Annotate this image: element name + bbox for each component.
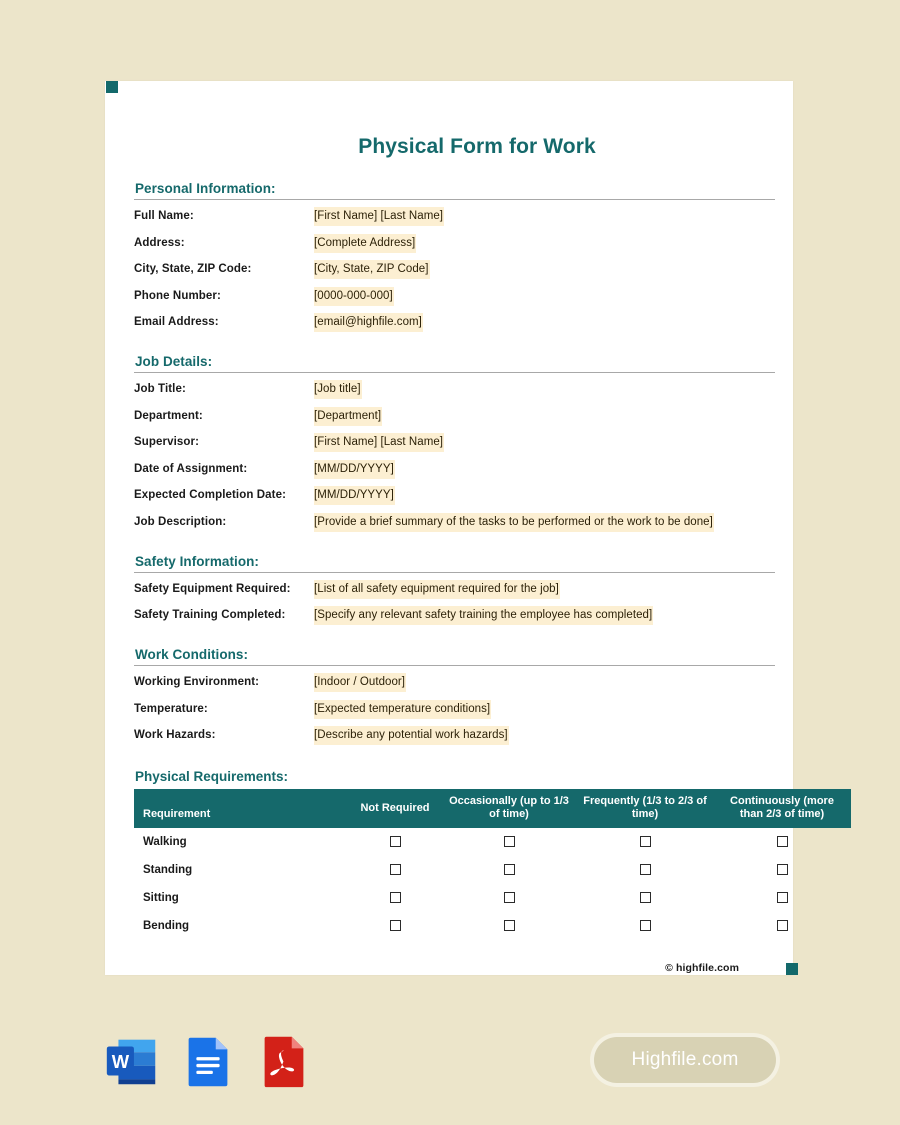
field-value[interactable]: [Specify any relevant safety training the employee has completed] xyxy=(314,606,653,625)
table-row xyxy=(134,856,851,884)
footer-copyright: © highfile.com xyxy=(665,962,739,974)
field-row xyxy=(134,460,775,479)
checkbox-cell-continuously[interactable] xyxy=(713,828,851,856)
table-row xyxy=(134,912,851,940)
table-row xyxy=(134,884,851,912)
svg-text:W: W xyxy=(111,1050,130,1072)
download-format-list xyxy=(101,1030,315,1092)
field-value[interactable]: [Job title] xyxy=(314,380,362,399)
checkbox-icon[interactable] xyxy=(504,920,515,931)
field-label: Temperature: xyxy=(134,702,208,715)
field-label: Full Name: xyxy=(134,210,194,222)
column-header-continuously: Continuously (more than 2/3 of time) xyxy=(713,789,851,828)
requirement-name: Sitting xyxy=(143,892,179,904)
checkbox-cell-frequently[interactable] xyxy=(577,856,713,884)
field-label: Date of Assignment: xyxy=(134,462,248,475)
checkbox-icon[interactable] xyxy=(504,836,515,847)
field-value[interactable]: [Complete Address] xyxy=(314,234,416,253)
checkbox-cell-occasionally[interactable] xyxy=(441,884,577,912)
field-label: Safety Training Completed: xyxy=(134,609,286,621)
field-row xyxy=(134,606,775,625)
corner-accent-bottom-right xyxy=(786,963,798,975)
section-work-conditions xyxy=(134,647,775,745)
field-label: Supervisor: xyxy=(134,436,200,448)
field-row xyxy=(134,673,775,692)
field-row xyxy=(134,407,775,426)
field-row xyxy=(134,433,775,452)
field-row xyxy=(134,260,775,279)
pdf-icon[interactable] xyxy=(253,1030,315,1092)
checkbox-cell-continuously[interactable] xyxy=(713,884,851,912)
field-value[interactable]: [Indoor / Outdoor] xyxy=(314,673,406,692)
word-doc-icon[interactable] xyxy=(101,1030,163,1092)
corner-accent-top-left xyxy=(106,81,118,93)
document-body xyxy=(134,81,834,974)
field-label: Work Hazards: xyxy=(134,729,216,741)
field-value[interactable]: [List of all safety equipment required for the job] xyxy=(314,580,560,599)
checkbox-cell-not-required[interactable] xyxy=(349,884,441,912)
field-label: City, State, ZIP Code: xyxy=(134,263,252,275)
field-value[interactable]: [Provide a brief summary of the tasks to be performed or the work to be done] xyxy=(314,513,714,532)
field-value[interactable]: [First Name] [Last Name] xyxy=(314,433,444,452)
section-physical-requirements xyxy=(134,769,834,940)
checkbox-icon[interactable] xyxy=(640,836,651,847)
requirement-name: Bending xyxy=(143,920,189,932)
checkbox-cell-not-required[interactable] xyxy=(349,856,441,884)
field-row xyxy=(134,726,775,745)
checkbox-cell-frequently[interactable] xyxy=(577,912,713,940)
field-row xyxy=(134,580,775,599)
page-title: Physical Form for Work xyxy=(358,135,596,158)
section-divider xyxy=(134,665,775,666)
section-personal-information xyxy=(134,181,775,332)
highfile-brand-button[interactable] xyxy=(594,1037,776,1083)
field-row xyxy=(134,486,775,505)
checkbox-icon[interactable] xyxy=(640,920,651,931)
section-heading: Job Details: xyxy=(135,354,213,369)
brand-label: Highfile.com xyxy=(631,1049,739,1070)
column-header-occasionally: Occasionally (up to 1/3 of time) xyxy=(441,789,577,828)
checkbox-icon[interactable] xyxy=(390,836,401,847)
column-header-frequently: Frequently (1/3 to 2/3 of time) xyxy=(577,789,713,828)
requirement-name: Standing xyxy=(143,864,193,876)
checkbox-cell-occasionally[interactable] xyxy=(441,912,577,940)
section-divider xyxy=(134,199,775,200)
checkbox-icon[interactable] xyxy=(504,864,515,875)
field-label: Safety Equipment Required: xyxy=(134,582,291,595)
checkbox-cell-not-required[interactable] xyxy=(349,828,441,856)
table-body xyxy=(134,828,851,940)
field-value[interactable]: [Expected temperature conditions] xyxy=(314,700,491,719)
requirement-name: Walking xyxy=(143,836,187,848)
field-row xyxy=(134,234,775,253)
table-row xyxy=(134,828,851,856)
section-safety-information xyxy=(134,554,775,626)
field-label: Job Title: xyxy=(134,383,186,395)
field-value[interactable]: [MM/DD/YYYY] xyxy=(314,460,395,479)
field-value[interactable]: [First Name] [Last Name] xyxy=(314,207,444,226)
field-value[interactable]: [Department] xyxy=(314,407,382,426)
checkbox-icon[interactable] xyxy=(390,892,401,903)
physical-requirements-table xyxy=(134,789,851,940)
section-job-details xyxy=(134,354,775,532)
field-label: Department: xyxy=(134,409,203,422)
checkbox-icon[interactable] xyxy=(777,836,788,847)
field-label: Working Environment: xyxy=(134,676,260,688)
table-header-row xyxy=(134,789,851,828)
field-value[interactable]: [MM/DD/YYYY] xyxy=(314,486,395,505)
field-label: Job Description: xyxy=(134,515,227,528)
field-label: Email Address: xyxy=(134,316,219,328)
field-value[interactable]: [email@highfile.com] xyxy=(314,313,423,332)
field-value[interactable]: [0000-000-000] xyxy=(314,287,394,306)
checkbox-cell-continuously[interactable] xyxy=(713,912,851,940)
section-divider xyxy=(134,372,775,373)
field-row xyxy=(134,700,775,719)
checkbox-cell-occasionally[interactable] xyxy=(441,828,577,856)
checkbox-cell-continuously[interactable] xyxy=(713,856,851,884)
section-divider xyxy=(134,572,775,573)
section-heading: Work Conditions: xyxy=(135,647,249,662)
field-row xyxy=(134,207,775,226)
field-value[interactable]: [City, State, ZIP Code] xyxy=(314,260,430,279)
field-value[interactable]: [Describe any potential work hazards] xyxy=(314,726,509,745)
field-row xyxy=(134,513,775,532)
field-row xyxy=(134,313,775,332)
field-label: Phone Number: xyxy=(134,289,221,302)
section-heading: Personal Information: xyxy=(135,181,276,196)
checkbox-cell-frequently[interactable] xyxy=(577,884,713,912)
checkbox-icon[interactable] xyxy=(390,864,401,875)
checkbox-cell-frequently[interactable] xyxy=(577,828,713,856)
checkbox-icon[interactable] xyxy=(640,892,651,903)
field-label: Expected Completion Date: xyxy=(134,489,287,501)
section-heading: Physical Requirements: xyxy=(135,769,289,784)
checkbox-icon[interactable] xyxy=(504,892,515,903)
table-header xyxy=(134,789,851,828)
checkbox-icon[interactable] xyxy=(777,892,788,903)
google-docs-icon[interactable] xyxy=(177,1030,239,1092)
column-header-not-required: Not Required xyxy=(349,789,441,828)
field-row xyxy=(134,380,775,399)
checkbox-icon[interactable] xyxy=(640,864,651,875)
column-header-requirement: Requirement xyxy=(134,789,349,828)
checkbox-icon[interactable] xyxy=(777,920,788,931)
field-label: Address: xyxy=(134,236,185,249)
checkbox-cell-occasionally[interactable] xyxy=(441,856,577,884)
checkbox-cell-not-required[interactable] xyxy=(349,912,441,940)
checkbox-icon[interactable] xyxy=(777,864,788,875)
section-heading: Safety Information: xyxy=(135,553,259,569)
checkbox-icon[interactable] xyxy=(390,920,401,931)
field-row xyxy=(134,287,775,306)
